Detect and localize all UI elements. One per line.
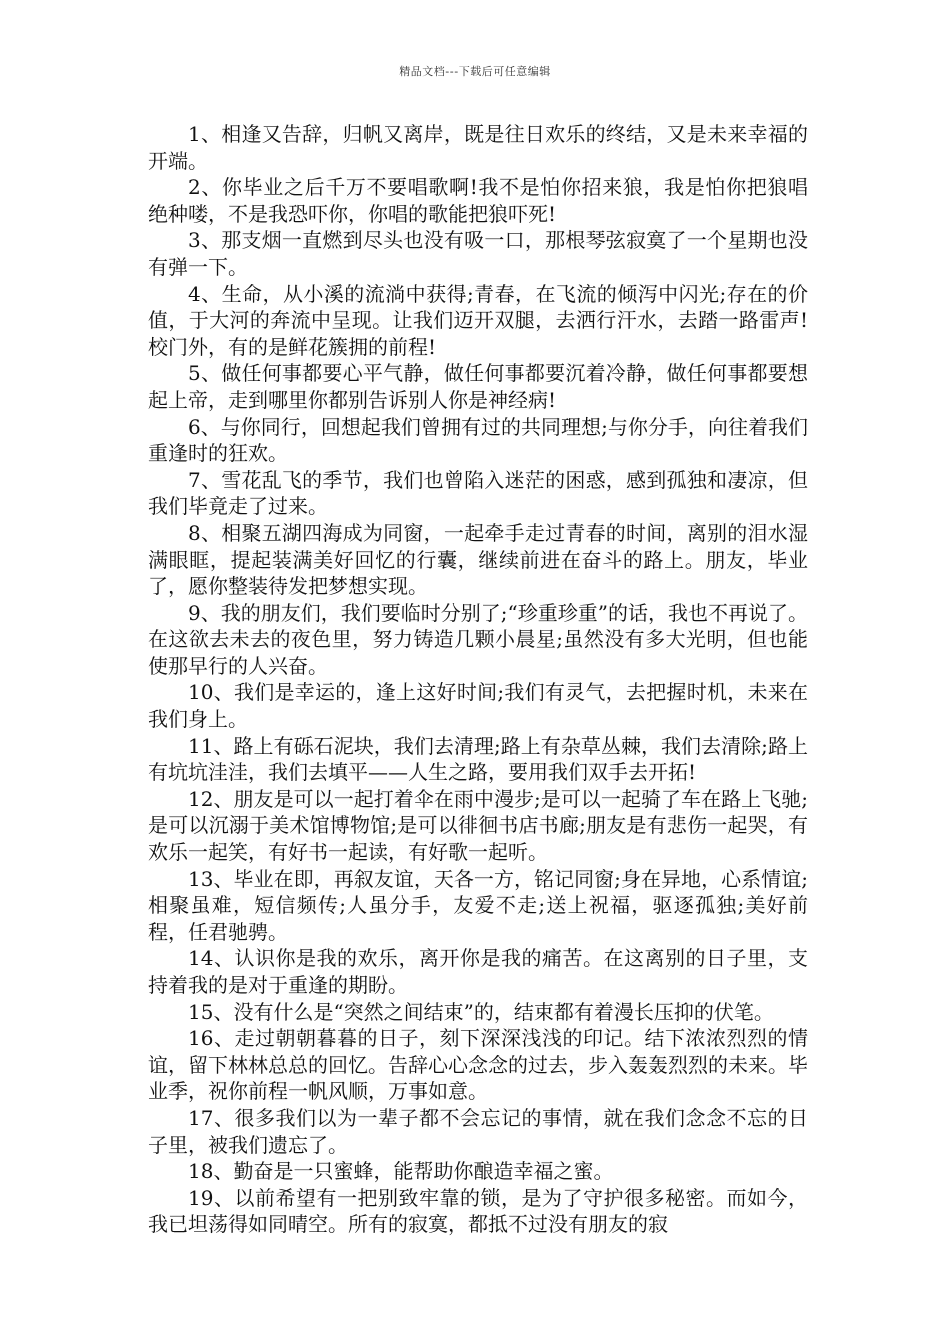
page-header: 精品文档---下载后可任意编辑 [399,65,551,78]
paragraph-15: 15、没有什么是“突然之间结束”的，结束都有着漫长压抑的伏笔。 [188,999,774,1024]
paragraph-9: 9、我的朋友们，我们要临时分别了;“珍重珍重”的话，我也不再说了。在这欲去未去的夜色里，努力铸造几颗小晨星;虽然没有多大光明，但也能使那早行的人兴奋。 [148,600,808,678]
paragraph-1: 1、相逢又告辞，归帆又离岸，既是往日欢乐的终结，又是未来幸福的开端。 [148,122,808,173]
paragraph-4: 4、生命，从小溪的流淌中获得;青春，在飞流的倾泻中闪光;存在的价值，于大河的奔流中呈现。让我们迈开双腿，去洒行汗水，去踏一路雷声!校门外，有的是鲜花簇拥的前程! [148,281,808,359]
paragraph-8: 8、相聚五湖四海成为同窗，一起牵手走过青春的时间，离别的泪水湿满眼眶，提起装满美好回忆的行囊，继续前进在奋斗的路上。朋友，毕业了，愿你整装待发把梦想实现。 [148,520,808,599]
paragraph-16: 16、走过朝朝暮暮的日子，刻下深深浅浅的印记。结下浓浓烈烈的情谊，留下林林总总的回忆。告辞心心念念的过去，步入轰轰烈烈的未来。毕业季，祝你前程一帆风顺，万事如意。 [148,1026,808,1104]
paragraph-11: 11、路上有砾石泥块，我们去清理;路上有杂草丛棘，我们去清除;路上有坑坑洼洼，我们去填平——人生之路，要用我们双手去开拓! [148,733,808,785]
paragraph-7: 7、雪花乱飞的季节，我们也曾陷入迷茫的困惑，感到孤独和凄凉，但我们毕竟走了过来。 [148,467,808,519]
paragraph-14: 14、认识你是我的欢乐，离开你是我的痛苦。在这离别的日子里，支持着我的是对于重逢的期盼。 [148,946,808,997]
paragraph-12: 12、朋友是可以一起打着伞在雨中漫步;是可以一起骑了车在路上飞驰;是可以沉溺于美术馆博物馆;是可以徘徊书店书廊;朋友是有悲伤一起哭，有欢乐一起笑，有好书一起读，有好歌一起听。 [148,786,808,865]
paragraph-10: 10、我们是幸运的，逢上这好时间;我们有灵气，去把握时机，未来在我们身上。 [148,680,808,732]
paragraph-17: 17、很多我们以为一辈子都不会忘记的事情，就在我们念念不忘的日子里，被我们遗忘了。 [148,1105,808,1157]
paragraph-19: 19、以前希望有一把别致牢靠的锁，是为了守护很多秘密。而如今，我已坦荡得如同晴空。所有的寂寞，都抵不过没有朋友的寂 [148,1185,808,1237]
paragraph-3: 3、那支烟一直燃到尽头也没有吸一口，那根琴弦寂寞了一个星期也没有弹一下。 [148,228,808,279]
paragraph-2: 2、你毕业之后千万不要唱歌啊!我不是怕你招来狼，我是怕你把狼唱绝种喽，不是我恐吓你，你唱的歌能把狼吓死! [148,175,808,226]
paragraph-6: 6、与你同行，回想起我们曾拥有过的共同理想;与你分手，向往着我们重逢时的狂欢。 [148,414,808,466]
document-body [148,121,808,1238]
paragraph-18: 18、勤奋是一只蜜蜂，能帮助你酿造幸福之蜜。 [188,1159,614,1184]
paragraph-5: 5、做任何事都要心平气静，做任何事都要沉着冷静，做任何事都要想起上帝，走到哪里你都别告诉别人你是神经病! [148,361,808,412]
paragraph-13: 13、毕业在即，再叙友谊，天各一方，铭记同窗;身在异地，心系情谊;相聚虽难，短信频传;人虽分手，友爱不走;送上祝福，驱逐孤独;美好前程，任君驰骋。 [148,866,808,944]
